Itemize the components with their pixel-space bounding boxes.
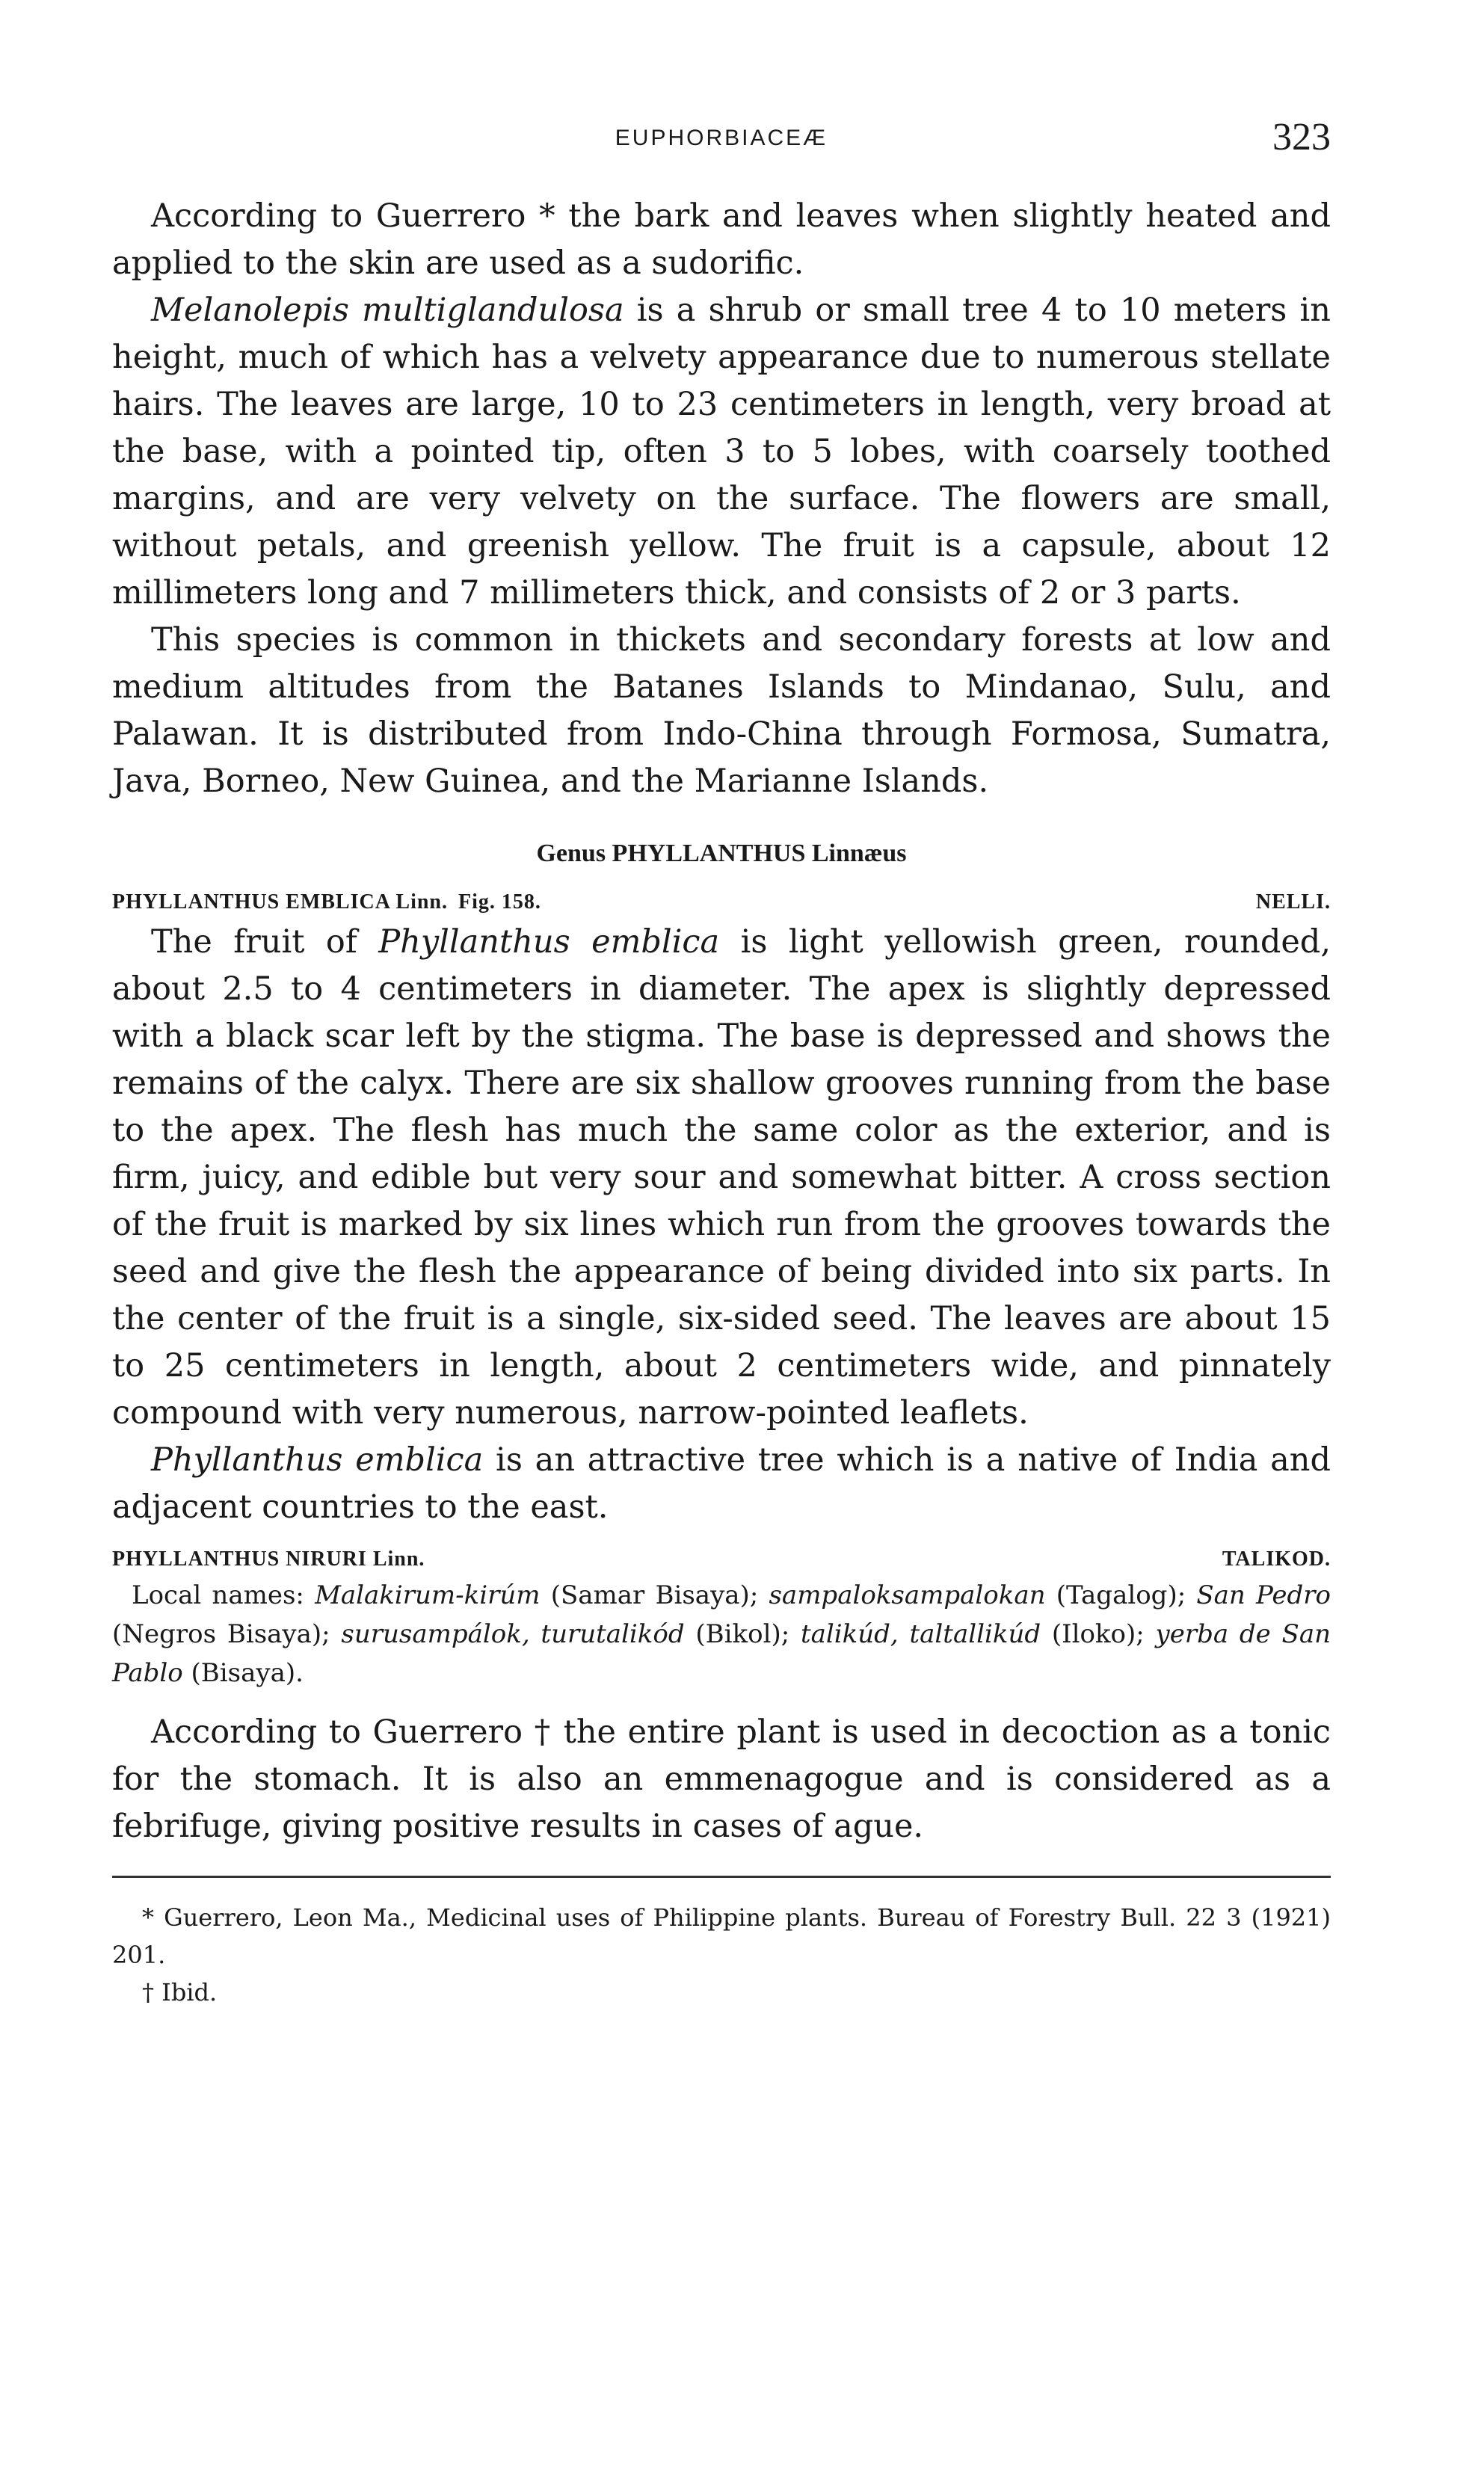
- species-name: Phyllanthus emblica: [378, 923, 720, 961]
- language: (Tagalog);: [1045, 1580, 1197, 1610]
- entry-common-name: NELLI.: [1255, 890, 1331, 914]
- running-head: EUPHORBIACEÆ: [615, 126, 828, 150]
- paragraph-text: is an attractive tree which is a native of India and adjacent countries to the east.: [112, 1441, 1331, 1526]
- local-name: San Pedro: [1196, 1580, 1331, 1610]
- language: (Bikol);: [684, 1619, 801, 1649]
- paragraph-guerrero-bark: According to Guerrero * the bark and leaves when slightly heated and applied to the skin are used as a sudorific.: [112, 197, 1331, 282]
- language: (Iloko);: [1041, 1619, 1156, 1649]
- local-names-label: Local names:: [132, 1580, 315, 1610]
- language: (Negros Bisaya);: [112, 1619, 342, 1649]
- footnote-1: * Guerrero, Leon Ma., Medicinal uses of Philippine plants. Bureau of Forestry Bull. 22 3 (1921) 201.: [112, 1903, 1331, 1969]
- entry-common-name: TALIKOD.: [1222, 1547, 1331, 1571]
- page-header: [112, 112, 1331, 172]
- local-name: Malakirum-kirúm: [315, 1580, 541, 1610]
- footnote-2: † Ibid.: [142, 1978, 218, 2006]
- page-number: 323: [1272, 116, 1331, 158]
- genus-heading: Genus PHYLLANTHUS Linnæus: [536, 840, 907, 867]
- paragraph-niruri-use: According to Guerrero † the entire plant is used in decoction as a tonic for the stomach. It is also an emmenagogue and is considered as a febrifuge, giving positive results in cases of ague.: [112, 1713, 1331, 1845]
- paragraph-text: is a shrub or small tree 4 to 10 meters in height, much of which has a velvety appearance due to numerous stellate hairs. The leaves are large, 10 to 23 centimeters in length, very broad at the base, with a pointed tip, often 3 to 5 lobes, with coarsely toothed margins, and are very velvety on the surface. The flowers are small, without petals, and greenish yellow. The fruit is a capsule, about 12 millimeters long and 7 millimeters thick, and consists of 2 or 3 parts.: [112, 292, 1331, 612]
- paragraph-text: The fruit of: [151, 923, 379, 961]
- entry-heading-emblica: [112, 890, 1331, 914]
- entry-heading-niruri: [112, 1547, 1331, 1571]
- paragraph-emblica-tree: [112, 1437, 1331, 1531]
- paragraph-melanolepis-distribution: This species is common in thickets and secondary forests at low and medium altitudes from the Batanes Islands to Mindanao, Sulu, and Palawan. It is distributed from Indo-China through Formosa, Sumatra, Java, Borneo, New Guinea, and the Marianne Islands.: [112, 621, 1331, 800]
- entry-species: PHYLLANTHUS EMBLICA Linn.: [112, 890, 448, 914]
- figure-reference: Fig. 158.: [458, 890, 541, 914]
- entry-species: PHYLLANTHUS NIRURI Linn.: [112, 1547, 425, 1571]
- paragraph-emblica-fruit: [112, 919, 1331, 1437]
- species-name: Phyllanthus emblica: [151, 1441, 484, 1479]
- species-name: Melanolepis multiglandulosa: [151, 292, 624, 329]
- paragraph-text: is light yellowish green, rounded, about 2.5 to 4 centimeters in diameter. The apex is slightly depressed with a black scar left by the stigma. The base is depressed and shows the remains of the calyx. There are six shallow grooves running from the base to the apex. The flesh has much the same color as the exterior, and is firm, juicy, and edible but very sour and somewhat bitter. A cross section of the fruit is marked by six lines which run from the grooves towards the seed and give the flesh the appearance of being divided into six parts. In the center of the fruit is a single, six-sided seed. The leaves are about 15 to 25 centimeters in length, about 2 centimeters wide, and pinnately compound with very numerous, narrow-pointed leaflets.: [112, 923, 1331, 1432]
- footnote-rule: [112, 1876, 1331, 1878]
- page-body: [112, 193, 1331, 2011]
- local-name: yerba de San Pablo: [112, 1619, 1331, 1688]
- language: (Bisaya).: [182, 1658, 304, 1688]
- language: (Samar Bisaya);: [540, 1580, 769, 1610]
- local-names: [112, 1576, 1331, 1693]
- local-name: talikúd, taltallikúd: [800, 1619, 1041, 1649]
- entry-title: [112, 890, 541, 914]
- paragraph-melanolepis-description: [112, 287, 1331, 617]
- local-name: sampaloksampalokan: [769, 1580, 1046, 1610]
- local-name: surusampálok, turutalikód: [341, 1619, 685, 1649]
